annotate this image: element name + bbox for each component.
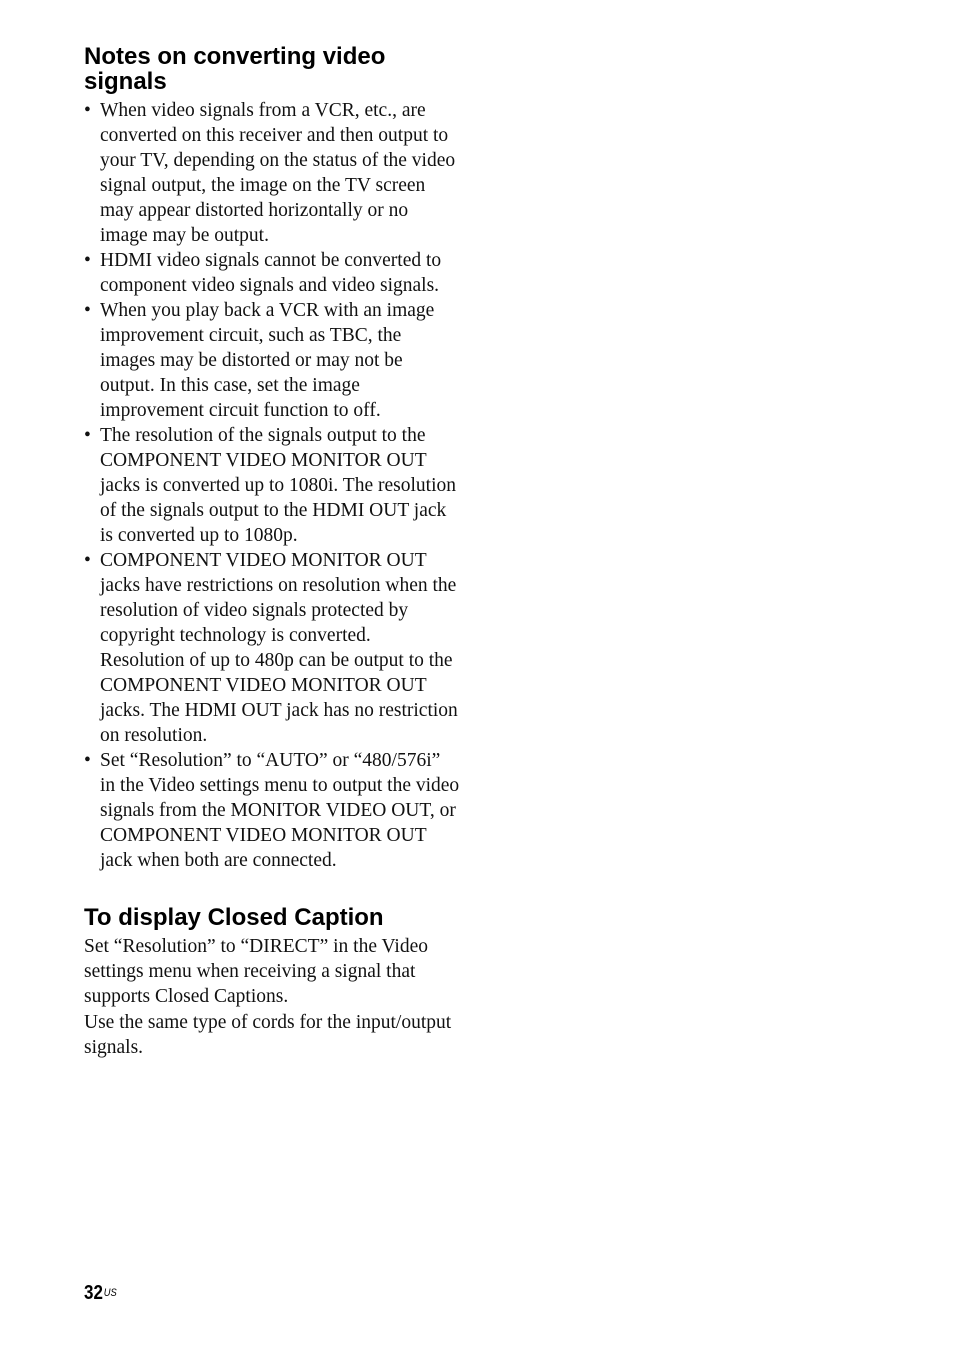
list-item [84, 248, 460, 298]
notes-list [84, 98, 460, 873]
list-item [84, 548, 460, 748]
section-heading-closed-caption: To display Closed Caption [84, 904, 384, 931]
section-heading-converting-video [84, 44, 460, 94]
page-number [84, 1281, 117, 1305]
heading-line-1: Notes on converting video [84, 43, 386, 70]
bullet-icon: • [84, 300, 91, 321]
list-item [84, 298, 460, 423]
paragraph-closed-caption-1: Set “Resolution” to “DIRECT” in the Video settings menu when receiving a signal that supports Closed Captions. [84, 936, 428, 1007]
list-item-text: The resolution of the signals output to the COMPONENT VIDEO MONITOR OUT jacks is converted up to 1080i. The resolution of the signals output to the HDMI OUT jack is converted up to 1080p. [100, 425, 456, 546]
list-item-text: Set “Resolution” to “AUTO” or “480/576i” in the Video settings menu to output the video signals from the MONITOR VIDEO OUT, or COMPONENT VIDEO MONITOR OUT jack when both are connected. [100, 750, 460, 871]
bullet-icon: • [84, 100, 91, 121]
list-item [84, 423, 460, 548]
heading-line-2: signals [84, 68, 167, 95]
bullet-icon: • [84, 250, 91, 271]
content-column [84, 44, 460, 1060]
list-item-text: HDMI video signals cannot be converted to component video signals and video signals. [100, 250, 442, 296]
list-item-text: When you play back a VCR with an image improvement circuit, such as TBC, the images may be distorted or may not be output. In this case, set the image improvement circuit function to off. [100, 300, 435, 421]
list-item [84, 98, 460, 248]
bullet-icon: • [84, 550, 91, 571]
list-item-text: When video signals from a VCR, etc., are converted on this receiver and then output to your TV, depending on the status of the video signal output, the image on the TV screen may appear distorted horizontally or no image may be output. [100, 100, 456, 246]
page-number-suffix: US [103, 1287, 117, 1299]
list-item-text: COMPONENT VIDEO MONITOR OUT jacks have restrictions on resolution when the resolution of video signals protected by copyright technology is converted. Resolution of up to 480p can be output to the COMPONENT VIDEO MONITOR OUT jacks. The HDMI OUT jack has no restriction on resolution. [100, 550, 458, 746]
list-item [84, 748, 460, 873]
bullet-icon: • [84, 750, 91, 771]
bullet-icon: • [84, 425, 91, 446]
page-number-value: 32 [84, 1282, 103, 1304]
paragraph-closed-caption-2: Use the same type of cords for the input/output signals. [84, 1012, 452, 1058]
